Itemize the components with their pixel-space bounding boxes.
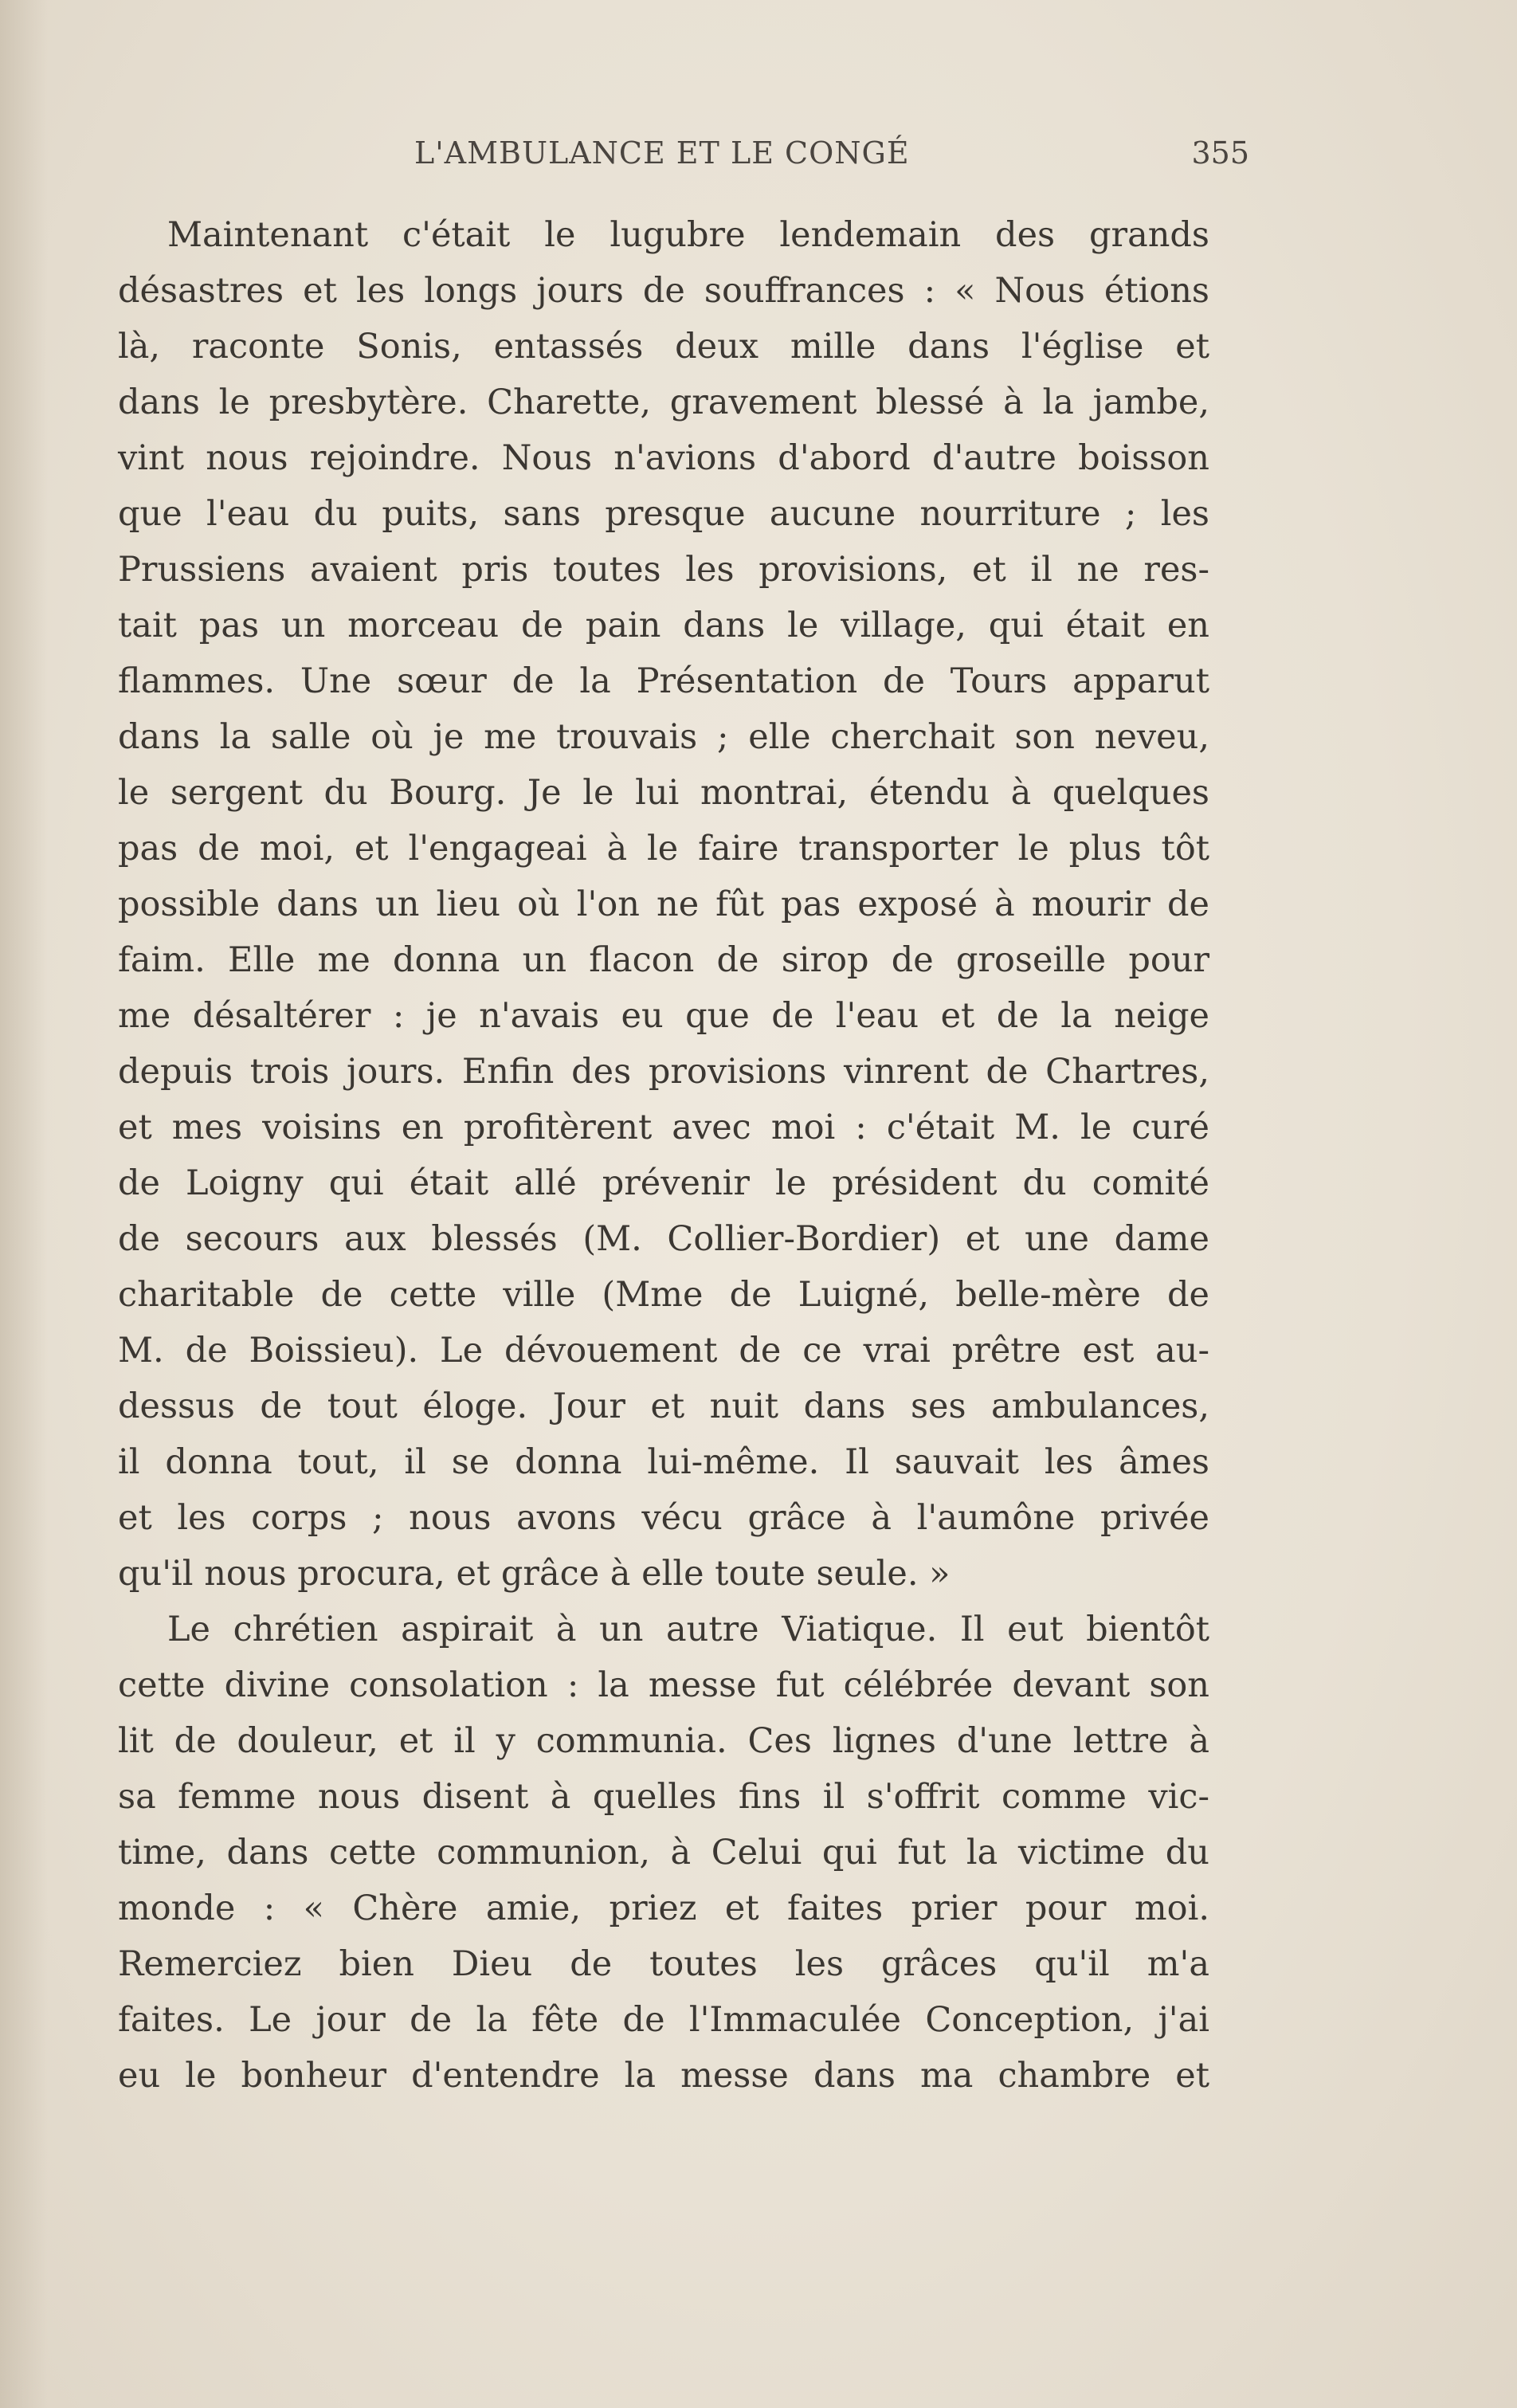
text-line: il donna tout, il se donna lui-même. Il sauvait les âmes <box>118 1442 1209 1482</box>
text-line: désastres et les longs jours de souffrances : « Nous étions <box>118 271 1209 311</box>
text-line: cette divine consolation : la messe fut célébrée devant son <box>118 1665 1209 1705</box>
text-line: et les corps ; nous avons vécu grâce à l'aumône privée <box>118 1498 1209 1538</box>
text-line: faim. Elle me donna un flacon de sirop de groseille pour <box>118 940 1209 980</box>
text-line: pas de moi, et l'engageai à le faire transporter le plus tôt <box>118 829 1209 869</box>
page-number: 355 <box>1191 135 1249 171</box>
text-line: M. de Boissieu). Le dévouement de ce vrai prêtre est au- <box>118 1331 1209 1371</box>
text-line: de secours aux blessés (M. Collier-Bordier) et une dame <box>118 1219 1209 1259</box>
text-line: tait pas un morceau de pain dans le village, qui était en <box>118 606 1209 645</box>
text-line: eu le bonheur d'entendre la messe dans ma chambre et <box>118 2056 1209 2096</box>
text-line: sa femme nous disent à quelles fins il s'offrit comme vic- <box>118 1777 1209 1817</box>
text-line: que l'eau du puits, sans presque aucune nourriture ; les <box>118 494 1209 534</box>
text-line: de Loigny qui était allé prévenir le président du comité <box>118 1163 1209 1203</box>
text-line: monde : « Chère amie, priez et faites prier pour moi. <box>118 1888 1209 1928</box>
text-line: lit de douleur, et il y communia. Ces lignes d'une lettre à <box>118 1721 1209 1761</box>
text-line: faites. Le jour de la fête de l'Immaculée Conception, j'ai <box>118 2000 1209 2040</box>
text-line: Le chrétien aspirait à un autre Viatique. Il eut bientôt <box>167 1610 1209 1649</box>
text-line: flammes. Une sœur de la Présentation de Tours apparut <box>118 661 1209 701</box>
text-line: là, raconte Sonis, entassés deux mille dans l'église et <box>118 327 1209 367</box>
text-line: Maintenant c'était le lugubre lendemain des grands <box>167 215 1209 255</box>
text-line: me désaltérer : je n'avais eu que de l'eau et de la neige <box>118 996 1209 1036</box>
text-line: depuis trois jours. Enfin des provisions vinrent de Chartres, <box>118 1052 1209 1092</box>
text-line: Remerciez bien Dieu de toutes les grâces qu'il m'a <box>118 1944 1209 1984</box>
text-line: dans le presbytère. Charette, gravement blessé à la jambe, <box>118 382 1209 422</box>
text-line: le sergent du Bourg. Je le lui montrai, étendu à quelques <box>118 773 1209 813</box>
text-line: qu'il nous procura, et grâce à elle toute seule. » <box>118 1554 951 1594</box>
text-line: et mes voisins en profitèrent avec moi : c'était M. le curé <box>118 1108 1209 1147</box>
text-line: Prussiens avaient pris toutes les provisions, et il ne res- <box>118 550 1209 590</box>
running-title: L'AMBULANCE ET LE CONGÉ <box>414 135 910 171</box>
text-line: possible dans un lieu où l'on ne fût pas exposé à mourir de <box>118 884 1209 924</box>
text-line: dans la salle où je me trouvais ; elle cherchait son neveu, <box>118 717 1209 757</box>
text-line: vint nous rejoindre. Nous n'avions d'abord d'autre boisson <box>118 438 1209 478</box>
text-line: dessus de tout éloge. Jour et nuit dans ses ambulances, <box>118 1386 1209 1426</box>
body-text <box>118 207 1209 2104</box>
text-line: charitable de cette ville (Mme de Luigné, belle-mère de <box>118 1275 1209 1315</box>
page-header <box>118 135 1249 183</box>
text-line: time, dans cette communion, à Celui qui fut la victime du <box>118 1833 1209 1873</box>
